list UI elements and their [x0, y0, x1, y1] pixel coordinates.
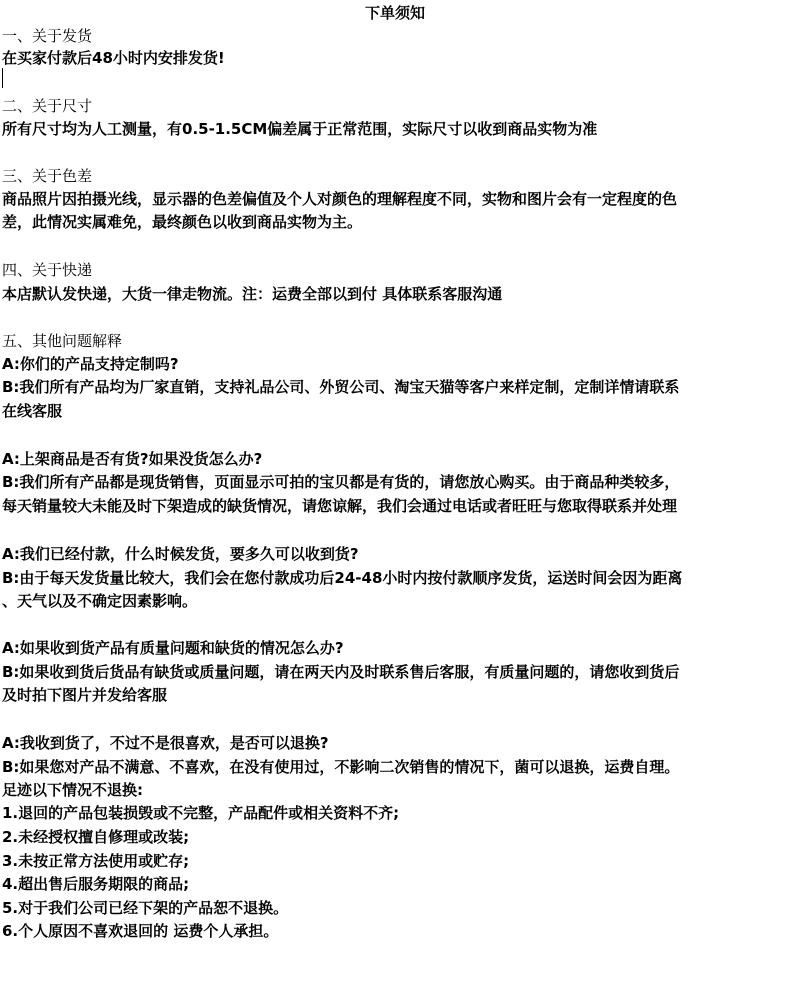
faq-question: A:你们的产品支持定制吗?	[2, 355, 179, 373]
return-condition-item: 1.退回的产品包装损毁或不完整，产品配件或相关资料不齐;	[2, 804, 400, 822]
faq-question: A:我收到货了，不过不是很喜欢，是否可以退换?	[2, 734, 329, 752]
section-color-body-line: 差，此情况实属难免，最终颜色以收到商品实物为主。	[2, 213, 363, 231]
section-color-body-line: 商品照片因拍摄光线，显示器的色差偏值及个人对颜色的理解程度不同，实物和图片会有一定程度的色	[2, 190, 678, 208]
section-faq-heading: 五、其他问题解释	[2, 332, 123, 350]
faq-answer-line: 足迹以下情况不退换:	[2, 781, 143, 799]
section-shipping-body: 在买家付款后48小时内安排发货!	[2, 49, 225, 67]
faq-answer-line: B:由于每天发货量比较大，我们会在您付款成功后24-48小时内按付款顺序发货，运送时间会因为距离	[2, 569, 683, 587]
return-condition-item: 2.未经授权擅自修理或改装;	[2, 828, 190, 846]
return-condition-item: 6.个人原因不喜欢退回的 运费个人承担。	[2, 922, 279, 940]
section-shipping-heading: 一、关于发货	[2, 27, 93, 45]
faq-answer-line: B:如果收到货后货品有缺货或质量问题，请在两天内及时联系售后客服，有质量问题的，请您收到货后	[2, 663, 680, 681]
section-courier-body: 本店默认发快递，大货一律走物流。注：运费全部以到付 具体联系客服沟通	[2, 285, 503, 303]
faq-answer-line: B:如果您对产品不满意、不喜欢，在没有使用过，不影响二次销售的情况下，菌可以退换，运费自理。	[2, 758, 680, 776]
page-title: 下单须知	[364, 4, 425, 22]
faq-answer-line: 及时拍下图片并发给客服	[2, 686, 168, 704]
return-condition-item: 5.对于我们公司已经下架的产品恕不退换。	[2, 899, 289, 917]
return-condition-item: 4.超出售后服务期限的商品;	[2, 875, 190, 893]
faq-answer-line: B:我们所有产品都是现货销售，页面显示可拍的宝贝都是有货的，请您放心购买。由于商品种类较多，	[2, 473, 680, 491]
section-courier-heading: 四、关于快递	[2, 261, 93, 279]
section-color-heading: 三、关于色差	[2, 167, 93, 185]
faq-question: A:我们已经付款，什么时候发货，要多久可以收到货?	[2, 545, 359, 563]
text-cursor	[2, 68, 3, 88]
faq-answer-line: 每天销量较大未能及时下架造成的缺货情况，请您谅解，我们会通过电话或者旺旺与您取得联系并处理	[2, 497, 678, 515]
faq-question: A:上架商品是否有货?如果没货怎么办?	[2, 450, 263, 468]
faq-answer-line: 在线客服	[2, 402, 63, 420]
faq-question: A:如果收到货产品有质量问题和缺货的情况怎么办?	[2, 639, 344, 657]
section-size-heading: 二、关于尺寸	[2, 97, 93, 115]
return-condition-item: 3.未按正常方法使用或贮存;	[2, 852, 190, 870]
section-size-body: 所有尺寸均为人工测量，有0.5-1.5CM偏差属于正常范围，实际尺寸以收到商品实物为准	[2, 120, 598, 138]
faq-answer-line: 、天气以及不确定因素影响。	[2, 592, 198, 610]
faq-answer-line: B:我们所有产品均为厂家直销，支持礼品公司、外贸公司、淘宝天猫等客户来样定制，定制详情请联系	[2, 378, 680, 396]
